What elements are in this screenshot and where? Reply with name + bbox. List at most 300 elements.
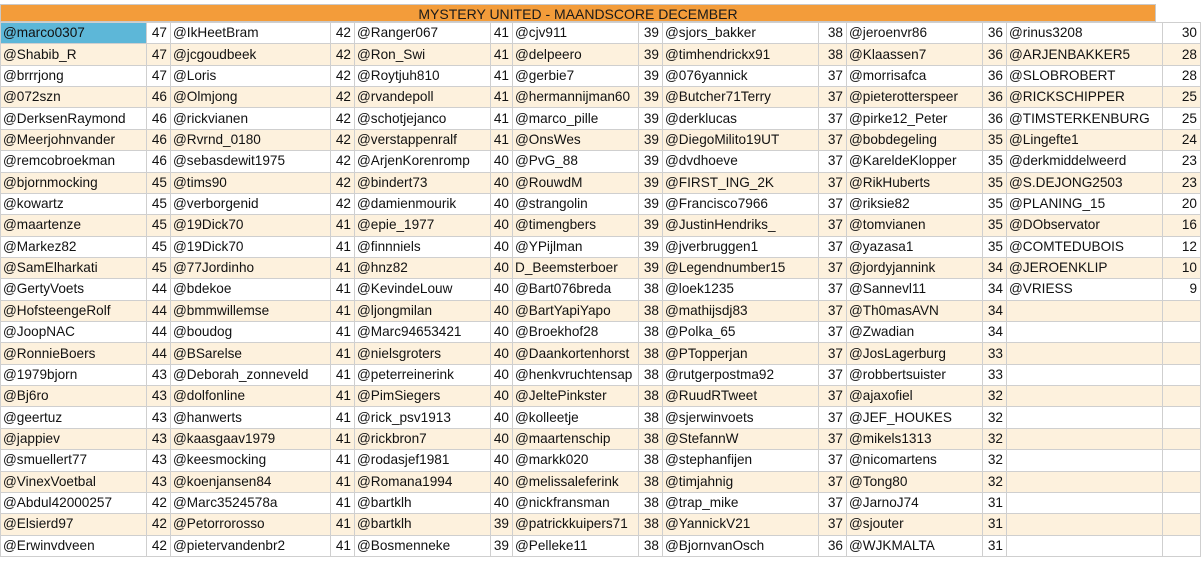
username-cell[interactable]: @patrickkuipers71	[513, 514, 639, 535]
username-cell[interactable]: @jordyjannink	[847, 257, 983, 278]
score-cell[interactable]: 35	[983, 129, 1007, 150]
score-cell[interactable]: 24	[1163, 129, 1201, 150]
username-cell[interactable]: @sjors_bakker	[663, 23, 819, 44]
username-cell[interactable]: @robbertsuister	[847, 364, 983, 385]
username-cell[interactable]: @rutgerpostma92	[663, 364, 819, 385]
username-cell[interactable]: @stephanfijen	[663, 450, 819, 471]
score-cell[interactable]: 46	[147, 151, 171, 172]
username-cell[interactable]	[1007, 535, 1163, 556]
score-cell[interactable]: 35	[983, 215, 1007, 236]
username-cell[interactable]: @timjahnig	[663, 471, 819, 492]
username-cell[interactable]: @BSarelse	[171, 343, 331, 364]
score-cell[interactable]: 39	[639, 257, 663, 278]
score-cell[interactable]: 40	[491, 193, 513, 214]
username-cell[interactable]: @jeroenvr86	[847, 23, 983, 44]
score-cell[interactable]: 44	[147, 343, 171, 364]
score-cell[interactable]: 37	[819, 450, 847, 471]
username-cell[interactable]: @markk020	[513, 450, 639, 471]
username-cell[interactable]: @SamElharkati	[1, 257, 147, 278]
username-cell[interactable]: @sjouter	[847, 514, 983, 535]
username-cell[interactable]	[1007, 450, 1163, 471]
score-cell[interactable]: 42	[331, 151, 355, 172]
score-cell[interactable]: 41	[331, 300, 355, 321]
username-cell[interactable]: @JosLagerburg	[847, 343, 983, 364]
username-cell[interactable]: @JarnoJ74	[847, 492, 983, 513]
score-cell[interactable]: 46	[147, 108, 171, 129]
username-cell[interactable]: @Polka_65	[663, 322, 819, 343]
username-cell[interactable]: @pietervandenbr2	[171, 535, 331, 556]
score-cell[interactable]: 42	[331, 23, 355, 44]
username-cell[interactable]: @kaasgaav1979	[171, 428, 331, 449]
username-cell[interactable]: @PTopperjan	[663, 343, 819, 364]
score-cell[interactable]: 41	[331, 322, 355, 343]
score-cell[interactable]: 41	[491, 108, 513, 129]
username-cell[interactable]: @JeltePinkster	[513, 386, 639, 407]
score-cell[interactable]: 47	[147, 44, 171, 65]
username-cell[interactable]: @KevindeLouw	[355, 279, 491, 300]
username-cell[interactable]: @Loris	[171, 65, 331, 86]
username-cell[interactable]: @Rvrnd_0180	[171, 129, 331, 150]
username-cell[interactable]: @StefannW	[663, 428, 819, 449]
score-cell[interactable]	[1163, 364, 1201, 385]
username-cell[interactable]: @Legendnumber15	[663, 257, 819, 278]
score-cell[interactable]: 47	[147, 65, 171, 86]
score-cell[interactable]: 36	[819, 535, 847, 556]
score-cell[interactable]: 39	[491, 535, 513, 556]
username-cell[interactable]: @bindert73	[355, 172, 491, 193]
score-cell[interactable]: 28	[1163, 44, 1201, 65]
username-cell[interactable]: @Roytjuh810	[355, 65, 491, 86]
username-cell[interactable]: @strangolin	[513, 193, 639, 214]
score-cell[interactable]: 23	[1163, 172, 1201, 193]
score-cell[interactable]: 43	[147, 450, 171, 471]
username-cell[interactable]: @Ranger067	[355, 23, 491, 44]
username-cell[interactable]: @DerksenRaymond	[1, 108, 147, 129]
username-cell[interactable]: @RouwdM	[513, 172, 639, 193]
score-cell[interactable]: 34	[983, 322, 1007, 343]
score-cell[interactable]: 38	[639, 428, 663, 449]
score-cell[interactable]: 33	[983, 343, 1007, 364]
username-cell[interactable]: @pieterotterspeer	[847, 87, 983, 108]
username-cell[interactable]	[1007, 471, 1163, 492]
score-cell[interactable]: 37	[819, 65, 847, 86]
username-cell[interactable]: @VinexVoetbal	[1, 471, 147, 492]
score-cell[interactable]	[1163, 450, 1201, 471]
username-cell[interactable]: @derkmiddelweerd	[1007, 151, 1163, 172]
username-cell[interactable]	[1007, 322, 1163, 343]
score-cell[interactable]: 34	[983, 279, 1007, 300]
score-cell[interactable]: 38	[639, 407, 663, 428]
score-cell[interactable]: 32	[983, 471, 1007, 492]
username-cell[interactable]	[1007, 386, 1163, 407]
username-cell[interactable]: @pirke12_Peter	[847, 108, 983, 129]
score-cell[interactable]: 39	[639, 44, 663, 65]
username-cell[interactable]: @Tong80	[847, 471, 983, 492]
score-cell[interactable]: 35	[983, 193, 1007, 214]
username-cell[interactable]: @Shabib_R	[1, 44, 147, 65]
username-cell[interactable]: @hermannijman60	[513, 87, 639, 108]
username-cell[interactable]: @Th0masAVN	[847, 300, 983, 321]
username-cell[interactable]: @Butcher71Terry	[663, 87, 819, 108]
score-cell[interactable]: 41	[491, 129, 513, 150]
score-cell[interactable]: 41	[331, 471, 355, 492]
score-cell[interactable]: 43	[147, 364, 171, 385]
score-cell[interactable]: 37	[819, 236, 847, 257]
score-cell[interactable]: 42	[147, 514, 171, 535]
username-cell[interactable]: @JoopNAC	[1, 322, 147, 343]
username-cell[interactable]: @1979bjorn	[1, 364, 147, 385]
username-cell[interactable]: @marco_pille	[513, 108, 639, 129]
score-cell[interactable]: 41	[331, 236, 355, 257]
score-cell[interactable]: 39	[639, 215, 663, 236]
score-cell[interactable]: 37	[819, 257, 847, 278]
score-cell[interactable]: 42	[147, 492, 171, 513]
username-cell[interactable]: @PvG_88	[513, 151, 639, 172]
score-cell[interactable]: 39	[639, 193, 663, 214]
score-cell[interactable]: 39	[639, 151, 663, 172]
score-cell[interactable]: 32	[983, 428, 1007, 449]
username-cell[interactable]: @DiegoMilito19UT	[663, 129, 819, 150]
score-cell[interactable]: 33	[983, 364, 1007, 385]
score-cell[interactable]: 35	[983, 236, 1007, 257]
score-cell[interactable]: 12	[1163, 236, 1201, 257]
score-cell[interactable]: 35	[983, 172, 1007, 193]
username-cell[interactable]: @Bart076breda	[513, 279, 639, 300]
username-cell[interactable]: @GertyVoets	[1, 279, 147, 300]
score-cell[interactable]: 37	[819, 471, 847, 492]
username-cell[interactable]: @maartenze	[1, 215, 147, 236]
score-cell[interactable]: 31	[983, 535, 1007, 556]
username-cell[interactable]: @verborgenid	[171, 193, 331, 214]
username-cell[interactable]: @rick_psv1913	[355, 407, 491, 428]
username-cell[interactable]: @Daankortenhorst	[513, 343, 639, 364]
score-cell[interactable]: 40	[491, 471, 513, 492]
score-cell[interactable]: 45	[147, 215, 171, 236]
score-cell[interactable]: 32	[983, 450, 1007, 471]
score-cell[interactable]: 38	[639, 386, 663, 407]
score-cell[interactable]: 42	[331, 87, 355, 108]
score-cell[interactable]: 42	[147, 535, 171, 556]
username-cell[interactable]: @dvdhoeve	[663, 151, 819, 172]
username-cell[interactable]: @sebasdewit1975	[171, 151, 331, 172]
username-cell[interactable]: @marco0307	[1, 23, 147, 44]
username-cell[interactable]: @Bj6ro	[1, 386, 147, 407]
score-cell[interactable]: 36	[983, 23, 1007, 44]
username-cell[interactable]: @YannickV21	[663, 514, 819, 535]
score-cell[interactable]: 40	[491, 343, 513, 364]
score-cell[interactable]: 38	[639, 322, 663, 343]
username-cell[interactable]: @ARJENBAKKER5	[1007, 44, 1163, 65]
score-cell[interactable]: 41	[331, 386, 355, 407]
username-cell[interactable]: @morrisafca	[847, 65, 983, 86]
username-cell[interactable]	[1007, 343, 1163, 364]
username-cell[interactable]: @epie_1977	[355, 215, 491, 236]
username-cell[interactable]: @bobdegeling	[847, 129, 983, 150]
score-cell[interactable]: 43	[147, 428, 171, 449]
username-cell[interactable]: @KareldeKlopper	[847, 151, 983, 172]
score-cell[interactable]: 37	[819, 343, 847, 364]
username-cell[interactable]: @Elsierd97	[1, 514, 147, 535]
username-cell[interactable]: @ljongmilan	[355, 300, 491, 321]
score-cell[interactable]: 47	[147, 23, 171, 44]
score-cell[interactable]: 40	[491, 257, 513, 278]
username-cell[interactable]: @cjv911	[513, 23, 639, 44]
score-cell[interactable]: 41	[331, 428, 355, 449]
username-cell[interactable]	[1007, 492, 1163, 513]
username-cell[interactable]: @Pelleke11	[513, 535, 639, 556]
score-cell[interactable]: 42	[331, 108, 355, 129]
score-cell[interactable]: 42	[331, 44, 355, 65]
score-cell[interactable]: 16	[1163, 215, 1201, 236]
username-cell[interactable]: @JEF_HOUKES	[847, 407, 983, 428]
score-cell[interactable]: 41	[331, 492, 355, 513]
username-cell[interactable]: @finnniels	[355, 236, 491, 257]
username-cell[interactable]: @Ron_Swi	[355, 44, 491, 65]
username-cell[interactable]	[1007, 407, 1163, 428]
username-cell[interactable]: @VRIESS	[1007, 279, 1163, 300]
score-cell[interactable]: 39	[639, 23, 663, 44]
username-cell[interactable]: @ArjenKorenromp	[355, 151, 491, 172]
score-cell[interactable]: 38	[639, 279, 663, 300]
username-cell[interactable]: @SLOBROBERT	[1007, 65, 1163, 86]
score-cell[interactable]: 37	[819, 215, 847, 236]
username-cell[interactable]: @77Jordinho	[171, 257, 331, 278]
score-cell[interactable]	[1163, 407, 1201, 428]
username-cell[interactable]: @RuudRTweet	[663, 386, 819, 407]
score-cell[interactable]: 9	[1163, 279, 1201, 300]
score-cell[interactable]: 40	[491, 300, 513, 321]
username-cell[interactable]: @Petorrorosso	[171, 514, 331, 535]
score-cell[interactable]: 39	[639, 236, 663, 257]
score-cell[interactable]: 38	[819, 44, 847, 65]
score-cell[interactable]: 40	[491, 279, 513, 300]
score-cell[interactable]: 40	[491, 215, 513, 236]
score-cell[interactable]: 40	[491, 322, 513, 343]
score-cell[interactable]: 37	[819, 407, 847, 428]
username-cell[interactable]: @Romana1994	[355, 471, 491, 492]
score-cell[interactable]: 37	[819, 322, 847, 343]
score-cell[interactable]: 40	[491, 407, 513, 428]
score-cell[interactable]: 43	[147, 471, 171, 492]
username-cell[interactable]: @19Dick70	[171, 215, 331, 236]
score-cell[interactable]: 42	[331, 172, 355, 193]
score-cell[interactable]: 37	[819, 428, 847, 449]
score-cell[interactable]: 36	[983, 44, 1007, 65]
score-cell[interactable]: 23	[1163, 151, 1201, 172]
username-cell[interactable]: @nicomartens	[847, 450, 983, 471]
score-cell[interactable]	[1163, 428, 1201, 449]
username-cell[interactable]: @mathijsdj83	[663, 300, 819, 321]
score-cell[interactable]: 37	[819, 514, 847, 535]
score-cell[interactable]: 36	[983, 108, 1007, 129]
username-cell[interactable]: @IkHeetBram	[171, 23, 331, 44]
username-cell[interactable]: @koenjansen84	[171, 471, 331, 492]
username-cell[interactable]: @nielsgroters	[355, 343, 491, 364]
score-cell[interactable]: 44	[147, 300, 171, 321]
username-cell[interactable]: @verstappenralf	[355, 129, 491, 150]
score-cell[interactable]: 40	[491, 492, 513, 513]
username-cell[interactable]: @YPijlman	[513, 236, 639, 257]
score-cell[interactable]: 39	[639, 172, 663, 193]
username-cell[interactable]: @geertuz	[1, 407, 147, 428]
username-cell[interactable]: @Sannevl11	[847, 279, 983, 300]
score-cell[interactable]: 36	[983, 87, 1007, 108]
score-cell[interactable]: 37	[819, 108, 847, 129]
score-cell[interactable]: 25	[1163, 87, 1201, 108]
score-cell[interactable]: 32	[983, 386, 1007, 407]
username-cell[interactable]: @COMTEDUBOIS	[1007, 236, 1163, 257]
score-cell[interactable]: 38	[819, 23, 847, 44]
score-cell[interactable]: 37	[819, 364, 847, 385]
score-cell[interactable]: 37	[819, 129, 847, 150]
username-cell[interactable]: @rinus3208	[1007, 23, 1163, 44]
score-cell[interactable]: 36	[983, 65, 1007, 86]
username-cell[interactable]: @trap_mike	[663, 492, 819, 513]
score-cell[interactable]: 39	[639, 65, 663, 86]
score-cell[interactable]: 41	[491, 44, 513, 65]
username-cell[interactable]: @Marc3524578a	[171, 492, 331, 513]
score-cell[interactable]	[1163, 535, 1201, 556]
username-cell[interactable]: @Zwadian	[847, 322, 983, 343]
score-cell[interactable]: 40	[491, 450, 513, 471]
username-cell[interactable]: @remcobroekman	[1, 151, 147, 172]
score-cell[interactable]: 37	[819, 172, 847, 193]
username-cell[interactable]: @smuellert77	[1, 450, 147, 471]
username-cell[interactable]: @RICKSCHIPPER	[1007, 87, 1163, 108]
username-cell[interactable]: @S.DEJONG2503	[1007, 172, 1163, 193]
score-cell[interactable]	[1163, 300, 1201, 321]
username-cell[interactable]: @jappiev	[1, 428, 147, 449]
score-cell[interactable]: 37	[819, 492, 847, 513]
username-cell[interactable]: @timhendrickx91	[663, 44, 819, 65]
username-cell[interactable]: @bartklh	[355, 492, 491, 513]
username-cell[interactable]: @rodasjef1981	[355, 450, 491, 471]
score-cell[interactable]: 41	[331, 514, 355, 535]
username-cell[interactable]: @melissaleferink	[513, 471, 639, 492]
username-cell[interactable]: @damienmourik	[355, 193, 491, 214]
score-cell[interactable]: 37	[819, 87, 847, 108]
score-cell[interactable]	[1163, 322, 1201, 343]
username-cell[interactable]: @hanwerts	[171, 407, 331, 428]
username-cell[interactable]: @gerbie7	[513, 65, 639, 86]
score-cell[interactable]: 38	[639, 492, 663, 513]
score-cell[interactable]: 38	[639, 364, 663, 385]
username-cell[interactable]: @Deborah_zonneveld	[171, 364, 331, 385]
score-cell[interactable]: 34	[983, 257, 1007, 278]
username-cell[interactable]: @Meerjohnvander	[1, 129, 147, 150]
username-cell[interactable]: @BjornvanOsch	[663, 535, 819, 556]
username-cell[interactable]: @sjerwinvoets	[663, 407, 819, 428]
score-cell[interactable]: 41	[331, 535, 355, 556]
username-cell[interactable]: D_Beemsterboer	[513, 257, 639, 278]
score-cell[interactable]: 39	[639, 108, 663, 129]
score-cell[interactable]	[1163, 492, 1201, 513]
score-cell[interactable]: 42	[331, 65, 355, 86]
username-cell[interactable]: @19Dick70	[171, 236, 331, 257]
score-cell[interactable]: 43	[147, 407, 171, 428]
username-cell[interactable]: @WJKMALTA	[847, 535, 983, 556]
username-cell[interactable]: @HofsteengeRolf	[1, 300, 147, 321]
username-cell[interactable]: @Francisco7966	[663, 193, 819, 214]
score-cell[interactable]: 41	[331, 257, 355, 278]
score-cell[interactable]: 25	[1163, 108, 1201, 129]
score-cell[interactable]: 39	[639, 129, 663, 150]
username-cell[interactable]: @Lingefte1	[1007, 129, 1163, 150]
score-cell[interactable]: 34	[983, 300, 1007, 321]
username-cell[interactable]: @derklucas	[663, 108, 819, 129]
score-cell[interactable]: 39	[491, 514, 513, 535]
username-cell[interactable]: @RonnieBoers	[1, 343, 147, 364]
score-cell[interactable]: 38	[639, 535, 663, 556]
score-cell[interactable]	[1163, 514, 1201, 535]
username-cell[interactable]: @schotjejanco	[355, 108, 491, 129]
username-cell[interactable]: @Abdul42000257	[1, 492, 147, 513]
username-cell[interactable]: @nickfransman	[513, 492, 639, 513]
username-cell[interactable]: @Klaassen7	[847, 44, 983, 65]
score-cell[interactable]: 31	[983, 514, 1007, 535]
username-cell[interactable]: @jcgoudbeek	[171, 44, 331, 65]
username-cell[interactable]: @JustinHendriks_	[663, 215, 819, 236]
username-cell[interactable]: @DObservator	[1007, 215, 1163, 236]
username-cell[interactable]	[1007, 514, 1163, 535]
score-cell[interactable]: 46	[147, 129, 171, 150]
username-cell[interactable]: @kowartz	[1, 193, 147, 214]
username-cell[interactable]: @Broekhof28	[513, 322, 639, 343]
username-cell[interactable]	[1007, 428, 1163, 449]
score-cell[interactable]: 42	[331, 129, 355, 150]
username-cell[interactable]: @riksie82	[847, 193, 983, 214]
score-cell[interactable]: 41	[491, 65, 513, 86]
username-cell[interactable]: @jverbruggen1	[663, 236, 819, 257]
score-cell[interactable]: 44	[147, 322, 171, 343]
score-cell[interactable]: 41	[331, 215, 355, 236]
username-cell[interactable]: @Bosmenneke	[355, 535, 491, 556]
username-cell[interactable]: @rickbron7	[355, 428, 491, 449]
score-cell[interactable]: 28	[1163, 65, 1201, 86]
score-cell[interactable]: 40	[491, 428, 513, 449]
username-cell[interactable]	[1007, 364, 1163, 385]
score-cell[interactable]: 41	[331, 279, 355, 300]
score-cell[interactable]: 41	[331, 343, 355, 364]
username-cell[interactable]: @bartklh	[355, 514, 491, 535]
score-cell[interactable]	[1163, 343, 1201, 364]
score-cell[interactable]: 41	[331, 450, 355, 471]
username-cell[interactable]: @RikHuberts	[847, 172, 983, 193]
username-cell[interactable]: @Olmjong	[171, 87, 331, 108]
username-cell[interactable]: @peterreinerink	[355, 364, 491, 385]
score-cell[interactable]: 40	[491, 151, 513, 172]
username-cell[interactable]: @ajaxofiel	[847, 386, 983, 407]
username-cell[interactable]: @maartenschip	[513, 428, 639, 449]
username-cell[interactable]: @mikels1313	[847, 428, 983, 449]
score-cell[interactable]: 40	[491, 386, 513, 407]
score-cell[interactable]: 38	[639, 343, 663, 364]
score-cell[interactable]: 10	[1163, 257, 1201, 278]
score-cell[interactable]: 45	[147, 172, 171, 193]
score-cell[interactable]: 41	[331, 407, 355, 428]
score-cell[interactable]: 41	[331, 364, 355, 385]
username-cell[interactable]: @bdekoe	[171, 279, 331, 300]
score-cell[interactable]: 37	[819, 151, 847, 172]
username-cell[interactable]	[1007, 300, 1163, 321]
username-cell[interactable]: @tims90	[171, 172, 331, 193]
username-cell[interactable]: @tomvianen	[847, 215, 983, 236]
score-cell[interactable]: 37	[819, 300, 847, 321]
username-cell[interactable]: @bjornmocking	[1, 172, 147, 193]
username-cell[interactable]: @TIMSTERKENBURG	[1007, 108, 1163, 129]
score-cell[interactable]: 41	[491, 87, 513, 108]
score-cell[interactable]: 40	[491, 364, 513, 385]
